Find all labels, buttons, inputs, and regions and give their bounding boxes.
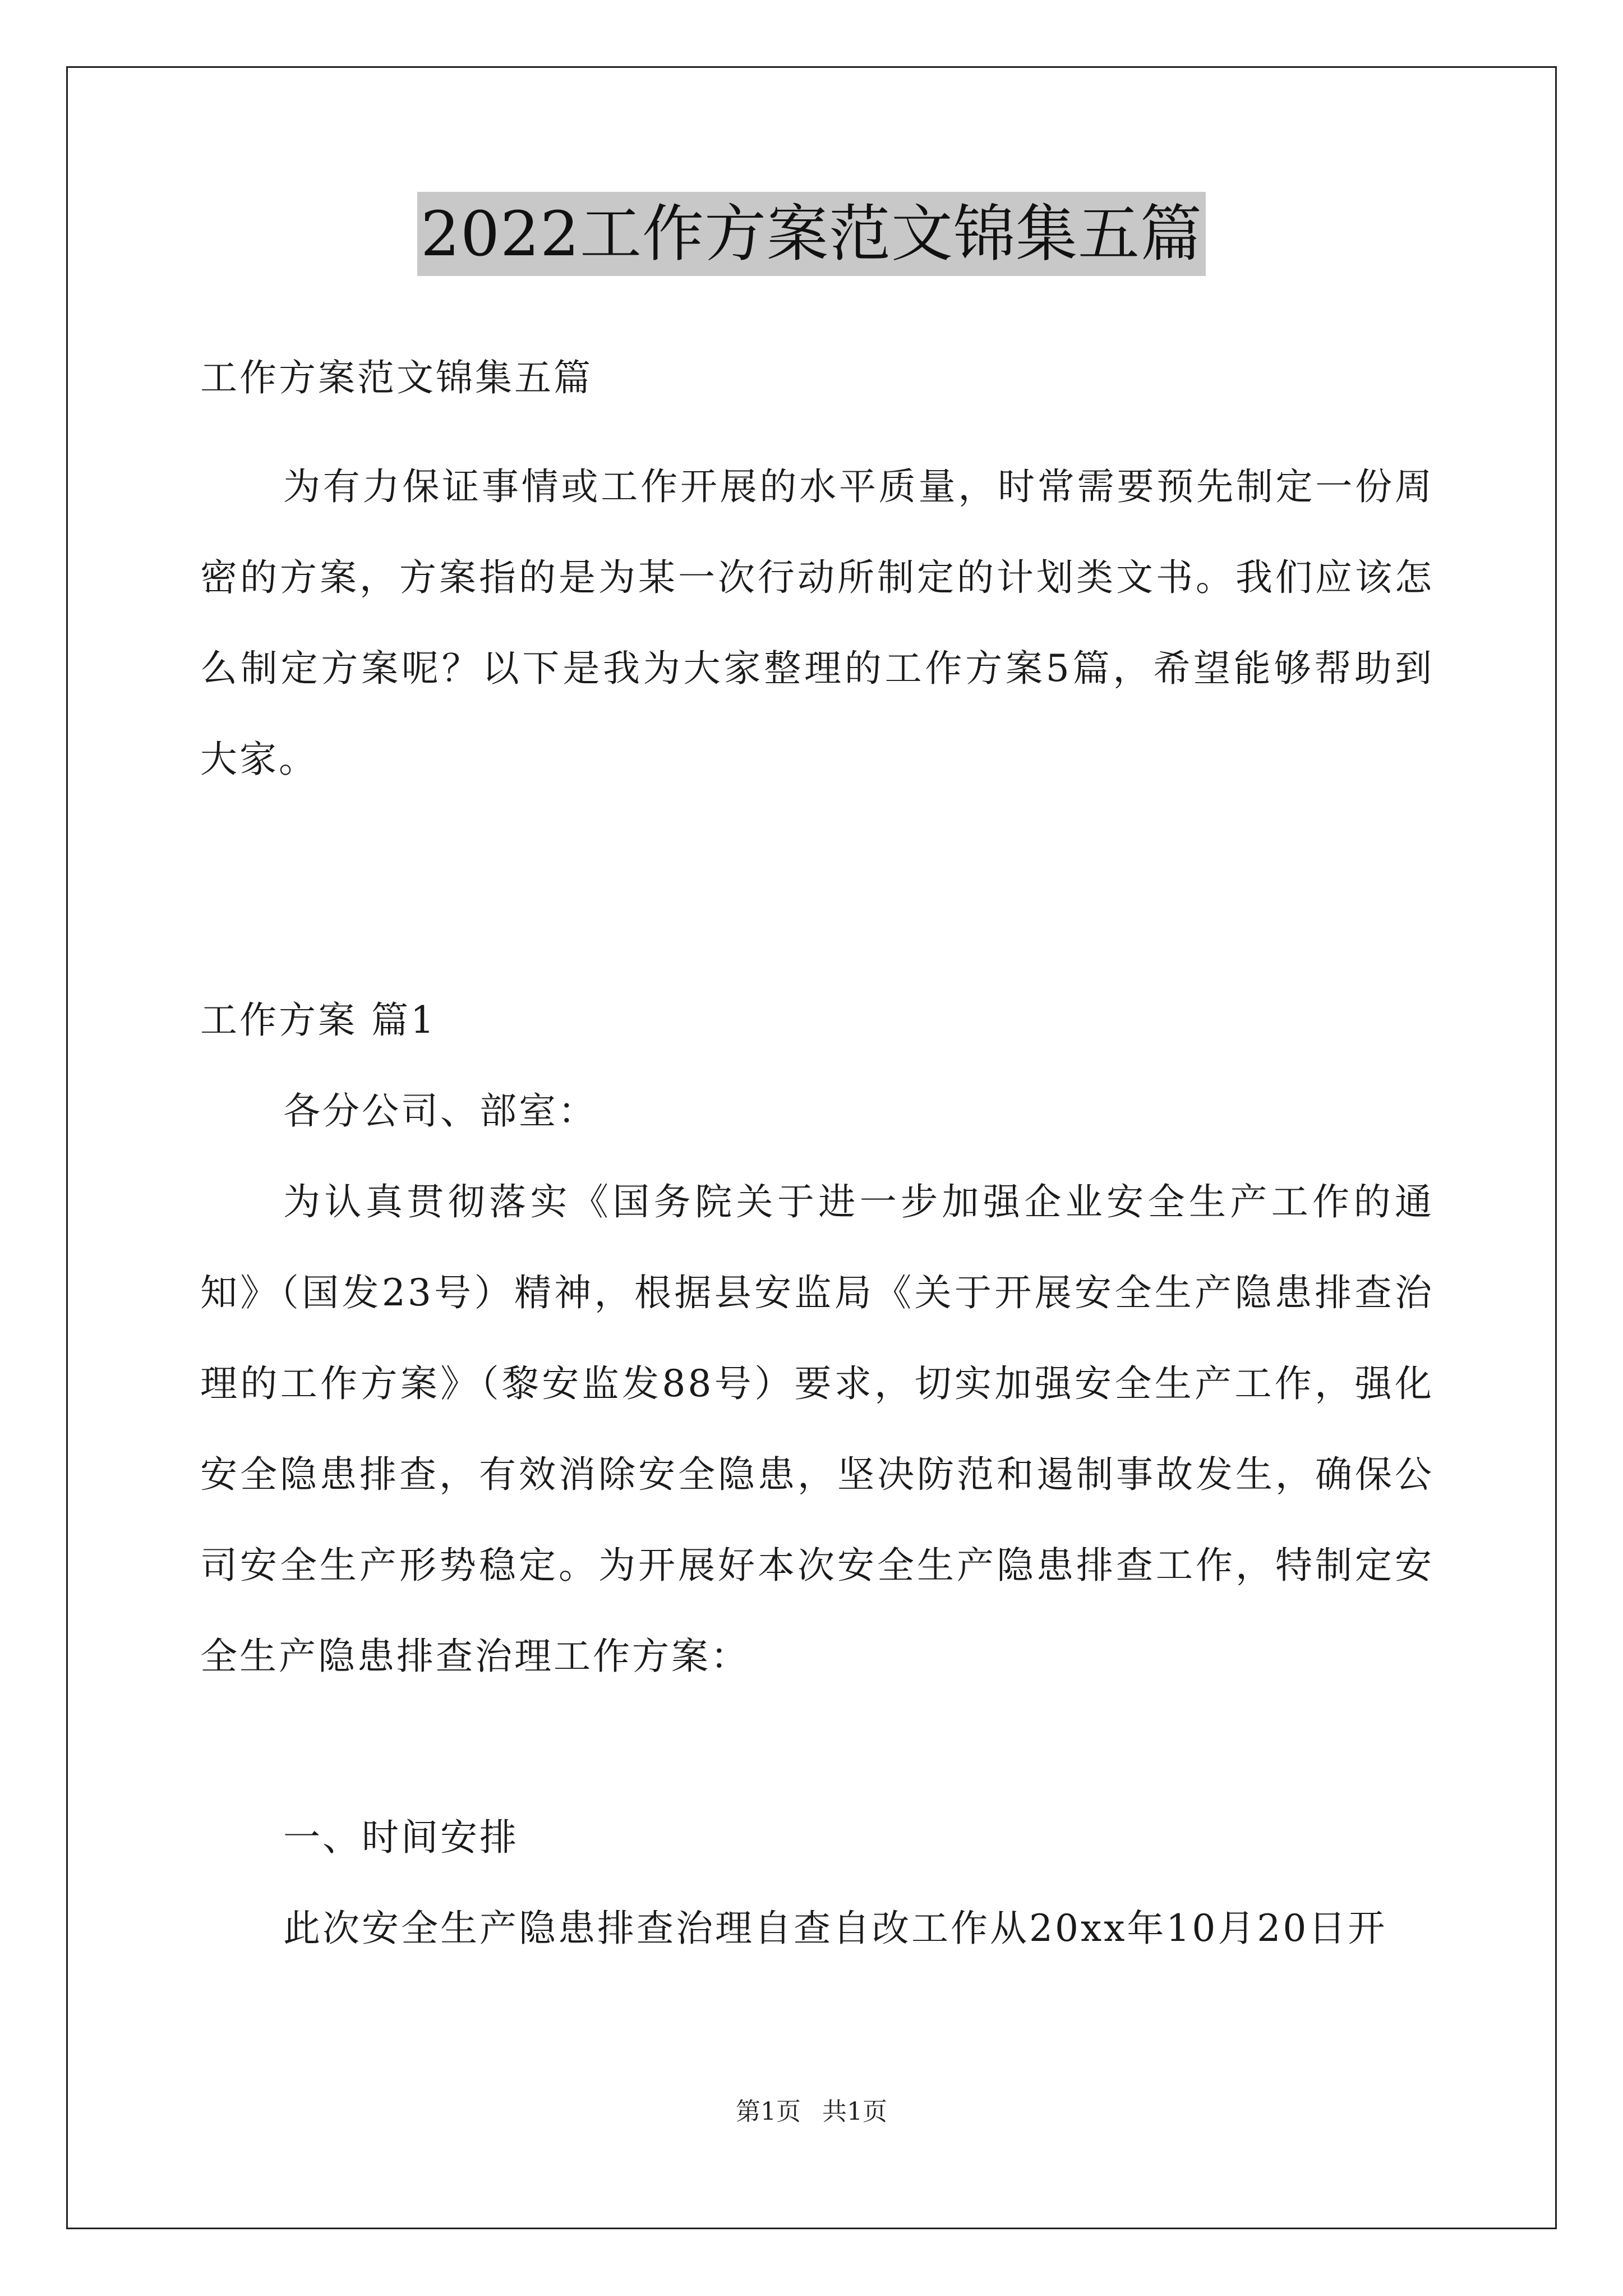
page-footer [0,2095,1623,2129]
item-heading: 一、时间安排 [283,1816,519,1859]
body-paragraph: 为认真贯彻落实《国务院关于进一步加强企业安全生产工作的通知》（国发23号）精神，根据县安监局《关于开展安全生产隐患排查治理的工作方案》（黎安监发88号）要求，切实加强安全生产工作，强化安全隐患排查，有效消除安全隐患，坚决防范和遏制事故发生，确保公司安全生产形势稳定。为开展好本次安全生产隐患排查工作，特制定安全生产隐患排查治理工作方案： [200,1180,1434,1678]
document-subtitle: 工作方案范文锦集五篇 [200,356,593,399]
page-total: 共1页 [822,2097,887,2126]
page-number: 第1页 [736,2097,801,2126]
title-wrap [0,192,1623,276]
intro-paragraph: 为有力保证事情或工作开展的水平质量，时常需要预先制定一份周密的方案，方案指的是为某一次行动所制定的计划类文书。我们应该怎么制定方案呢？以下是我为大家整理的工作方案5篇，希望能够帮助到大家。 [200,465,1434,781]
item-text: 此次安全生产隐患排查治理自查自改工作从20xx年10月20日开 [283,1907,1387,1950]
salutation: 各分公司、部室： [283,1089,597,1133]
document-title: 2022工作方案范文锦集五篇 [417,192,1206,276]
section-heading: 工作方案 篇1 [200,999,436,1042]
